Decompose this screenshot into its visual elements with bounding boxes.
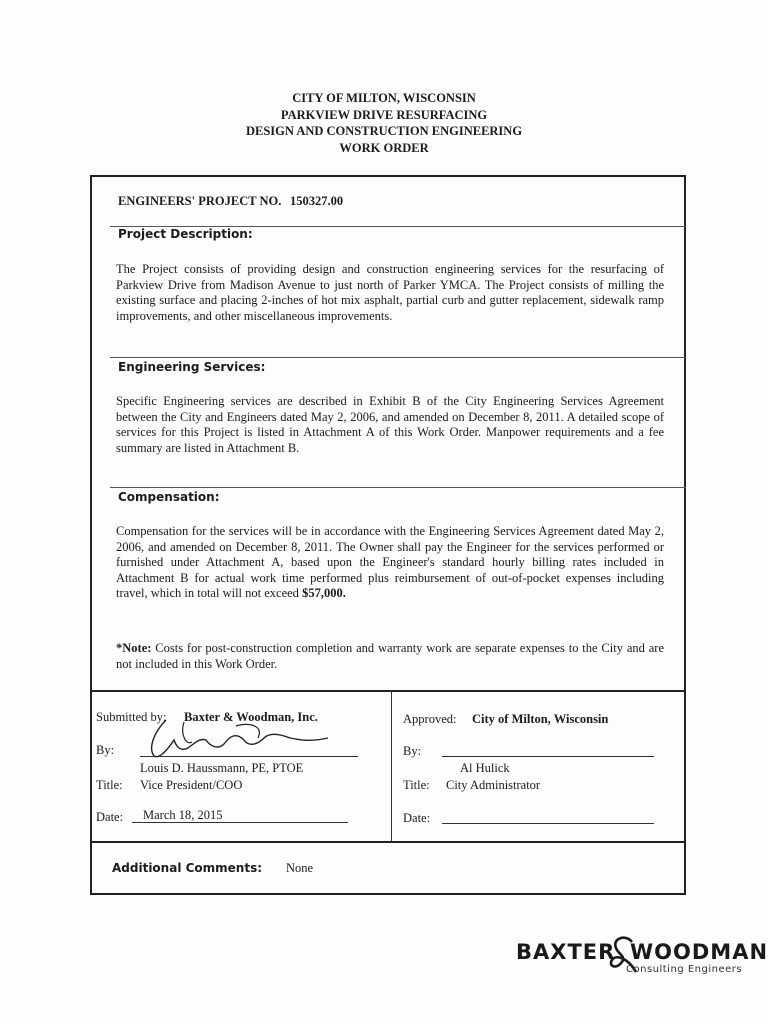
divider xyxy=(110,357,686,358)
engineering-services-text: Specific Engineering services are described in Exhibit B of the City Engineering Services Agreement between the City and Engineers dated May 2, 2006, and amended on December 8, 2011. A detailed scope of services for this Project is listed in Attachment A of this Work Order. Manpower requirements and a fee summary are listed in Attachment B. xyxy=(116,394,664,455)
note-label: *Note: xyxy=(116,641,152,655)
divider xyxy=(90,690,686,692)
divider xyxy=(110,487,686,488)
submitted-date: March 18, 2015 xyxy=(143,808,223,822)
submitted-name: Louis D. Haussmann, PE, PTOE xyxy=(140,761,304,775)
document-header xyxy=(0,90,768,156)
submitted-by-field-label: By: xyxy=(96,743,115,757)
compensation-body: Compensation for the services will be in accordance with the Engineering Services Agreement dated May 2, 2006, and amended on December 8, 2011. The Owner shall pay the Engineer for the services performed or furnished under Attachment A, based upon the Engineer's standard hourly billing rates included in Attachment B for actual work time performed plus reimbursement of out-of-pocket expenses including travel, which in total will not exceed xyxy=(116,524,664,601)
logo-right-text: WOODMAN xyxy=(630,940,768,964)
approved-name: Al Hulick xyxy=(460,761,510,775)
submitted-title-label: Title: xyxy=(96,778,123,792)
submitted-date-label: Date: xyxy=(96,810,124,824)
project-number-label: ENGINEERS' PROJECT NO. xyxy=(118,194,282,208)
submitted-date-line xyxy=(132,822,348,823)
engineering-services-heading: Engineering Services: xyxy=(118,360,266,374)
project-number: 150327.00 xyxy=(290,194,344,208)
project-description-heading: Project Description: xyxy=(118,227,253,241)
approved-signature-line xyxy=(442,756,654,757)
compensation-heading: Compensation: xyxy=(118,490,220,504)
approved-title-label: Title: xyxy=(403,778,430,792)
submitted-company: Baxter & Woodman, Inc. xyxy=(184,710,318,724)
approved-label: Approved: xyxy=(403,712,457,726)
logo-subtitle: Consulting Engineers xyxy=(626,964,743,975)
logo-left-text: BAXTER xyxy=(516,940,616,964)
baxter-woodman-logo xyxy=(516,936,768,980)
approved-company: City of Milton, Wisconsin xyxy=(472,712,609,726)
approved-title: City Administrator xyxy=(446,778,541,792)
column-divider xyxy=(391,690,392,841)
header-line-4: WORK ORDER xyxy=(339,140,429,155)
submitted-by-label: Submitted by: xyxy=(96,710,167,724)
approved-date-line xyxy=(442,823,654,824)
additional-comments-label: Additional Comments: xyxy=(112,861,263,875)
signature-icon xyxy=(140,716,340,762)
header-line-3: DESIGN AND CONSTRUCTION ENGINEERING xyxy=(245,124,523,138)
approved-by-label: By: xyxy=(403,744,422,758)
header-line-2: PARKVIEW DRIVE RESURFACING xyxy=(280,107,488,122)
compensation-text xyxy=(116,524,664,602)
approved-date-label: Date: xyxy=(403,811,431,825)
submitted-title: Vice President/COO xyxy=(140,778,243,792)
compensation-note xyxy=(116,641,664,672)
compensation-amount: $57,000. xyxy=(302,586,346,601)
note-text: Costs for post-construction completion and warranty work are separate expenses to the City and are not included in this Work Order. xyxy=(116,641,664,671)
additional-comments-value: None xyxy=(286,861,314,875)
project-description-text: The Project consists of providing design and construction engineering services for the resurfacing of Parkview Drive from Madison Avenue to just north of Parker YMCA. The Project consists of milling the existing surface and placing 2-inches of hot mix asphalt, partial curb and gutter replacement, sidewalk ramp improvements, and other miscellaneous improvements. xyxy=(116,262,664,323)
divider xyxy=(90,841,686,843)
header-line-1: CITY OF MILTON, WISCONSIN xyxy=(292,91,476,105)
